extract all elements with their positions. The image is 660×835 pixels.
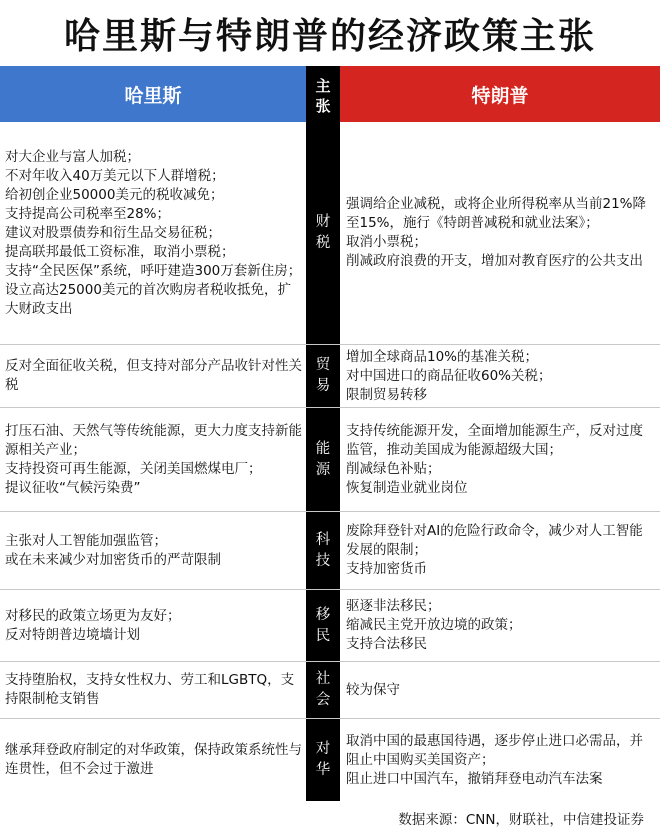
harris-cell — [0, 345, 306, 407]
header-harris: 哈里斯 — [0, 66, 306, 122]
trump-text: 较为保守 — [346, 681, 400, 698]
category-label: 对华 — [315, 741, 331, 778]
trump-cell — [340, 122, 660, 344]
harris-text: 打压石油、天然气等传统能源，更大力度支持新能源相关产业； 支持投资可再生能源，关闭美国燃煤电厂； 提议征收“气候污染费” — [5, 422, 302, 496]
harris-cell — [0, 512, 306, 589]
category-cell — [306, 345, 340, 407]
category-cell — [306, 719, 340, 801]
header-trump: 特朗普 — [340, 66, 660, 122]
trump-text: 增加全球商品10%的基准关税； 对中国进口的商品征收60%关税； 限制贸易转移 — [346, 348, 552, 403]
policy-row-china — [0, 719, 660, 801]
header-category — [306, 72, 340, 120]
harris-text: 主张对人工智能加强监管； 或在未来减少对加密货币的严苛限制 — [5, 532, 221, 568]
category-label: 贸易 — [315, 357, 331, 394]
category-cell — [306, 662, 340, 718]
harris-cell — [0, 662, 306, 718]
harris-text: 支持堕胎权，支持女性权力、劳工和LGBTQ，支持限制枪支销售 — [5, 672, 295, 707]
trump-cell — [340, 345, 660, 407]
policy-row-immigration — [0, 590, 660, 662]
policy-row-tech — [0, 512, 660, 590]
policy-row-social — [0, 662, 660, 719]
harris-cell — [0, 408, 306, 511]
category-cell — [306, 122, 340, 344]
category-label: 移民 — [315, 606, 331, 644]
category-cell — [306, 512, 340, 589]
harris-text: 反对全面征收关税，但支持对部分产品收针对性关税 — [5, 358, 302, 393]
harris-cell — [0, 122, 306, 344]
trump-text: 支持传统能源开发，全面增加能源生产，反对过度监管，推动美国成为能源超级大国； 削减绿色补贴； 恢复制造业就业岗位 — [346, 422, 643, 496]
category-cell — [306, 408, 340, 511]
trump-text: 驱逐非法移民； 缩减民主党开放边境的政策； 支持合法移民 — [346, 598, 522, 652]
trump-cell — [340, 512, 660, 589]
trump-text: 强调给企业减税，或将企业所得税率从当前21%降至15%，施行《特朗普减税和就业法案》； 取消小票税； 削减政府浪费的开支，增加对教育医疗的公共支出 — [346, 196, 647, 269]
category-label: 科技 — [315, 531, 331, 569]
trump-cell — [340, 590, 660, 661]
category-cell — [306, 590, 340, 661]
harris-cell — [0, 590, 306, 661]
trump-cell — [340, 662, 660, 718]
policy-row-energy — [0, 408, 660, 512]
harris-cell — [0, 719, 306, 801]
header-category-label: 主张 — [315, 77, 331, 115]
category-label: 财税 — [315, 214, 331, 251]
category-label: 社会 — [315, 671, 331, 708]
trump-text: 取消中国的最惠国待遇，逐步停止进口必需品，并阻止中国购买美国资产； 阻止进口中国汽车，撤销拜登电动汽车法案 — [346, 732, 643, 787]
harris-text: 对大企业与富人加税； 不对年收入40万美元以下人群增税； 给初创企业50000美元的税收减免； 支持提高公司税率至28%； 建议对股票债券和衍生品交易征税； 提高联邦最低工资标准，取消小票税； 支持“全民医保”系统，呼吁建造300万套新住房； 设立高达25000美元的首次购房者税收抵免，扩大财政支出 — [5, 148, 302, 317]
trump-cell — [340, 408, 660, 511]
category-label: 能源 — [315, 440, 331, 478]
page-title: 哈里斯与特朗普的经济政策主张 — [63, 15, 596, 57]
policy-row-tax — [0, 122, 660, 345]
harris-text: 继承拜登政府制定的对华政策，保持政策系统性与连贯性，但不会过于激进 — [5, 742, 302, 777]
source-note: 数据来源：CNN，财联社，中信建投证券 — [398, 812, 644, 828]
policy-row-trade — [0, 345, 660, 408]
harris-text: 对移民的政策立场更为友好； 反对特朗普边境墙计划 — [5, 607, 181, 643]
trump-text: 废除拜登针对AI的危险行政命令，减少对人工智能发展的限制； 支持加密货币 — [346, 523, 643, 577]
trump-cell — [340, 719, 660, 801]
